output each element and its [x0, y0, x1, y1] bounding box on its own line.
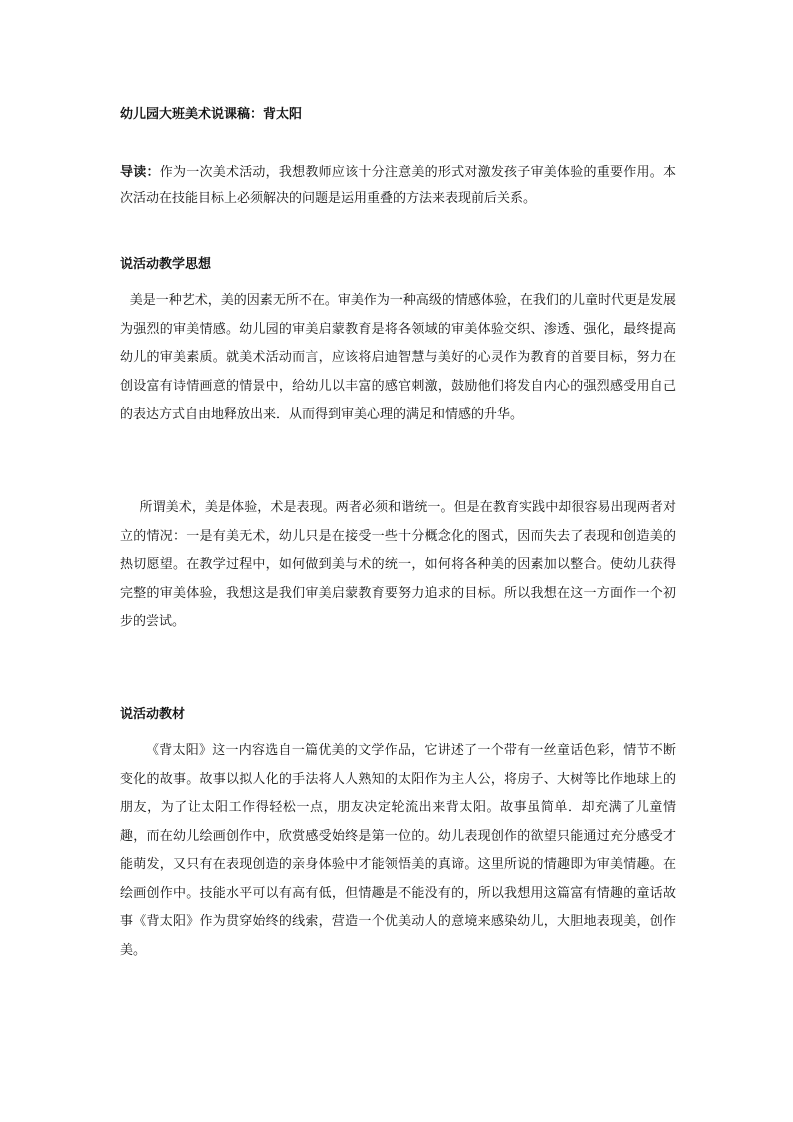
section-heading-teaching-philosophy: 说活动教学思想	[120, 257, 212, 272]
paragraph-material-description: 《背太阳》这一内容选自一篇优美的文学作品，它讲述了一个带有一丝童话色彩，情节不断变化的故事。故事以拟人化的手法将人人熟知的太阳作为主人公，将房子、大树等比作地球上的朋友，为了让太阳工作得轻松一点，朋友决定轮流出来背太阳。故事虽简单．却充满了儿童情趣，而在幼儿绘画创作中，欣赏感受始终是第一位的。幼儿表现创作的欲望只能通过充分感受才能萌发，又只有在表现创造的亲身体验中才能领悟美的真谛。这里所说的情趣即为审美情趣。在绘画创作中。技能水平可以有高有低，但情趣是不能没有的，所以我想用这篇富有情趣的童话故事《背太阳》作为贯穿始终的线索，营造一个优美动人的意境来感染幼儿，大胆地表现美，创作美。	[120, 743, 676, 958]
lead-text: 作为一次美术活动，我想教师应该十分注意美的形式对激发孩子审美体验的重要作用。本次活动在技能目标上必须解决的问题是运用重叠的方法来表现前后关系。	[120, 165, 676, 206]
lead-paragraph	[120, 160, 676, 211]
paragraph-art-definition: 所谓美术，美是体验，术是表现。两者必须和谐统一。但是在教育实践中却很容易出现两者对立的情况：一是有美无术，幼儿只是在接受一些十分概念化的图式，因而失去了表现和创造美的热切愿望。在教学过程中，如何做到美与术的统一，如何将各种美的因素加以整合。使幼儿获得完整的审美体验，我想这是我们审美启蒙教育要努力追求的目标。所以我想在这一方面作一个初步的尝试。	[120, 500, 676, 629]
paragraph-aesthetic-education: 美是一种艺术，美的因素无所不在。审美作为一种高级的情感体验，在我们的儿童时代更是发展为强烈的审美情感。幼儿园的审美启蒙教育是将各领域的审美体验交织、渗透、强化，最终提高幼儿的审美素质。就美术活动而言，应该将启迪智慧与美好的心灵作为教育的首要目标，努力在创设富有诗情画意的情景中，给幼儿以丰富的感官刺激，鼓励他们将发自内心的强烈感受用自己的表达方式自由地释放出来．从而得到审美心理的满足和情感的升华。	[120, 293, 676, 422]
section-heading-teaching-material: 说活动教材	[120, 707, 186, 722]
document-title: 幼儿园大班美术说课稿：背太阳	[120, 107, 303, 122]
lead-label: 导读：	[120, 165, 160, 180]
